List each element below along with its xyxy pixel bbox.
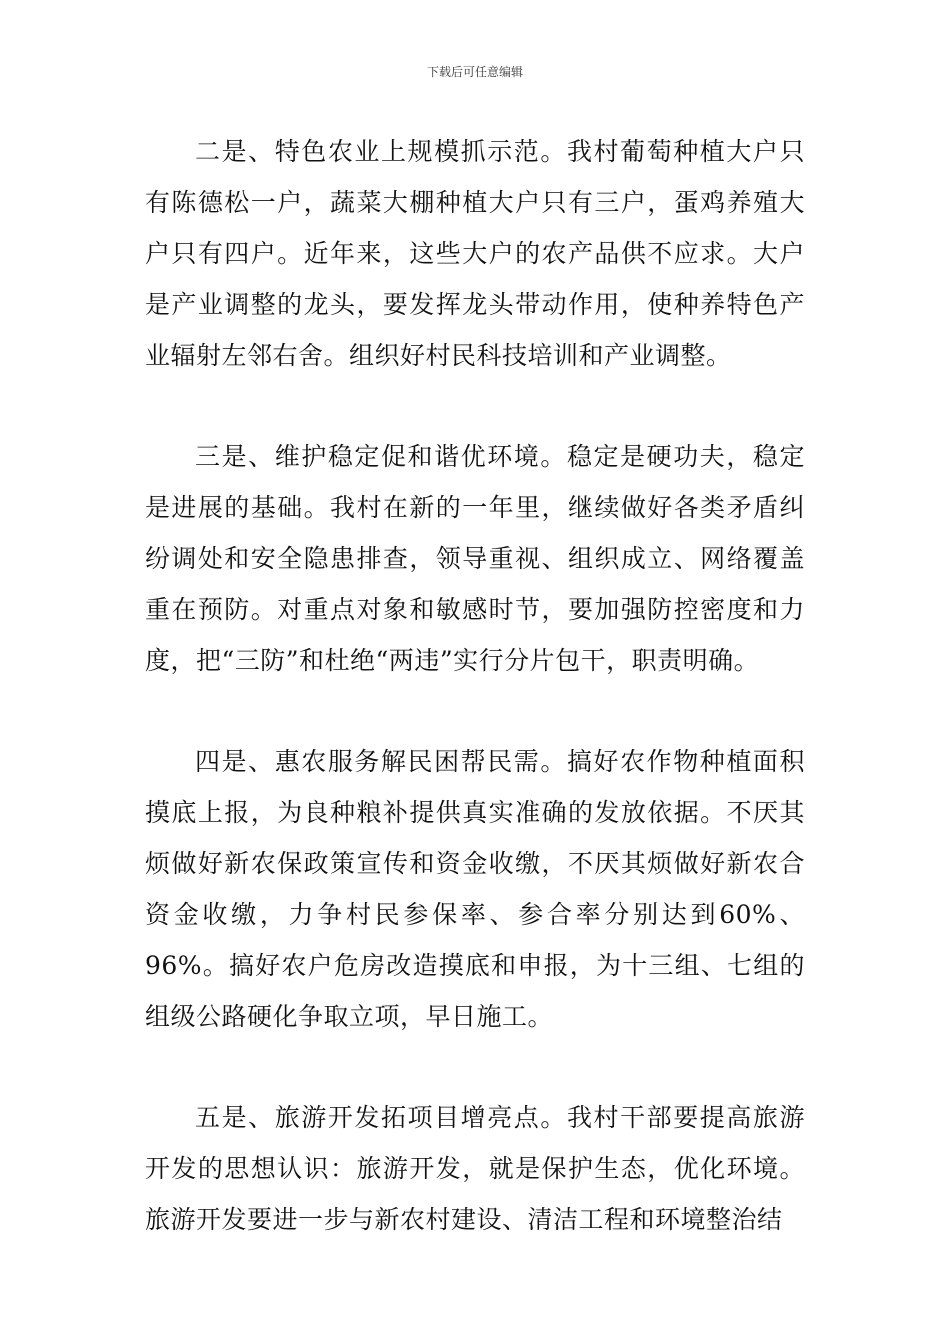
document-body — [145, 126, 805, 1245]
paragraph-3: 三是、维护稳定促和谐优环境。稳定是硬功夫，稳定是进展的基础。我村在新的一年里，继续做好各类矛盾纠纷调处和安全隐患排查，领导重视、组织成立、网络覆盖重在预防。对重点对象和敏感时节，要加强防控密度和力度，把“三防”和杜绝“两违”实行分片包干，职责明确。 — [145, 442, 805, 675]
paragraph-2: 二是、特色农业上规模抓示范。我村葡萄种植大户只有陈德松一户，蔬菜大棚种植大户只有三户，蛋鸡养殖大户只有四户。近年来，这些大户的农产品供不应求。大户是产业调整的龙头，要发挥龙头带动作用，使种养特色产业辐射左邻右舍。组织好村民科技培训和产业调整。 — [145, 137, 805, 370]
header-note: 下载后可任意编辑 — [426, 65, 523, 79]
paragraph-5: 五是、旅游开发拓项目增亮点。我村干部要提高旅游开发的思想认识：旅游开发，就是保护生态，优化环境。旅游开发要进一步与新农村建设、清洁工程和环境整治结 — [145, 1103, 805, 1234]
paragraph-4: 四是、惠农服务解民困帮民需。搞好农作物种植面积摸底上报，为良种粮补提供真实准确的发放依据。不厌其烦做好新农保政策宣传和资金收缴，不厌其烦做好新农合资金收缴，力争村民参保率、参合率分别达到60%、96%。搞好农户危房改造摸底和申报，为十三组、七组的组级公路硬化争取立项，早日施工。 — [145, 747, 805, 1031]
